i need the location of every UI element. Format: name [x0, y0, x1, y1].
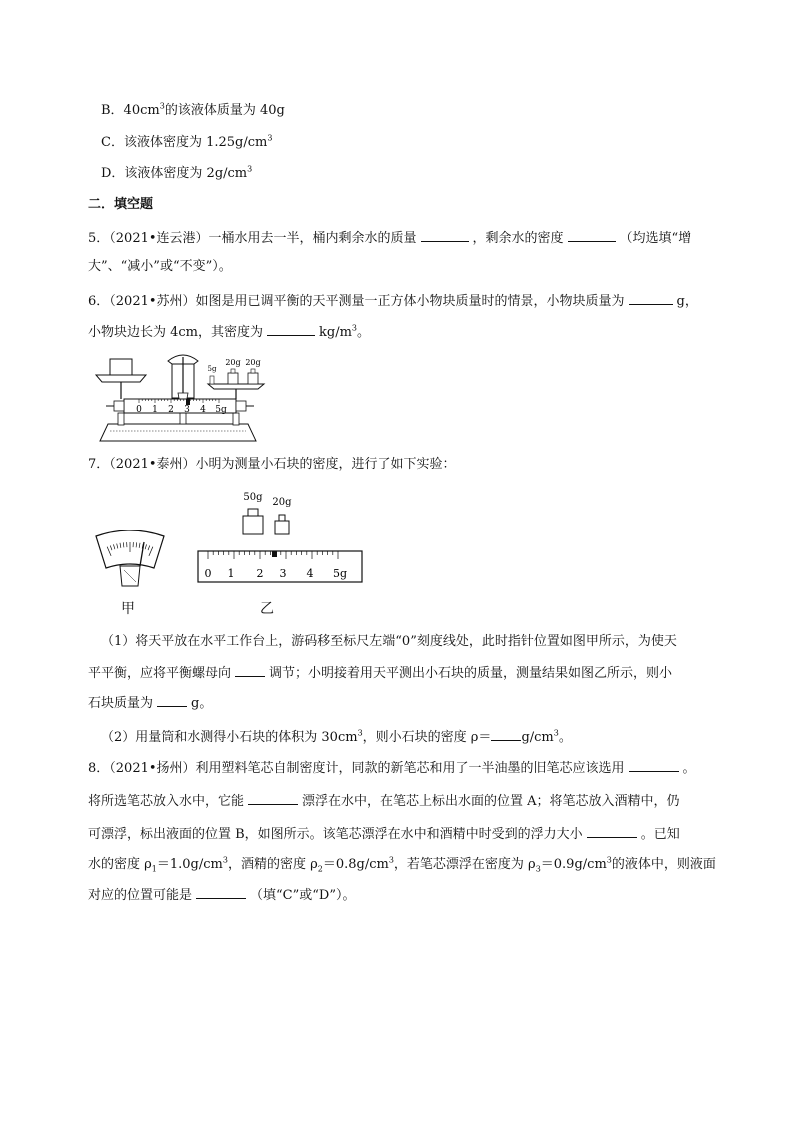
- option-b-sup: 3: [159, 101, 165, 111]
- q8-sub-1: 1: [151, 864, 157, 874]
- q8-sub-3: 3: [535, 864, 541, 874]
- q7-p1-line3: [88, 692, 212, 714]
- q7-weight-50g-label: 50g: [243, 492, 263, 503]
- q7-text-p2c: g/cm: [521, 730, 554, 745]
- option-d: [101, 164, 252, 184]
- q8-line2: [88, 790, 680, 812]
- q5-text-c: （均选填“增: [619, 231, 692, 246]
- q6-line2: [88, 321, 370, 343]
- weight-20g-2: [248, 373, 258, 384]
- q6-scale-2: 2: [168, 405, 174, 415]
- option-d-text: D．该液体密度为 2g/cm: [101, 166, 248, 181]
- q6-text-a: 6．（2021•苏州）如图是用已调平衡的天平测量一正方体小物块质量时的情景，小物块质量为: [88, 294, 625, 309]
- q8-line5: [88, 884, 355, 906]
- q6-scale-4: 4: [200, 405, 206, 415]
- q6-text-2c: 。: [357, 325, 371, 340]
- left-pan: [96, 375, 146, 382]
- q8-text-1a: 8．（2021•扬州）利用塑料笔芯自制密度计，同款的新笔芯和用了一半油墨的旧笔芯应该选用: [88, 761, 625, 776]
- q6-text-2b: kg/m: [319, 325, 352, 340]
- q8-text-4d: ＝0.8g/cm: [322, 857, 389, 872]
- q6-blank-1[interactable]: [629, 290, 673, 305]
- q8-line1: [88, 757, 696, 779]
- q6-text-2a: 小物块边长为 4cm，其密度为: [88, 325, 264, 340]
- option-c-sup: 3: [267, 133, 273, 143]
- q8-text-5b: （填“C”或“D”）。: [250, 888, 356, 903]
- q6-blank-2[interactable]: [267, 321, 315, 336]
- q6-line1: [88, 290, 698, 312]
- option-b-text: B．40cm: [101, 103, 160, 118]
- option-b-text-2: 的该液体质量为 40g: [164, 103, 285, 118]
- q7-p1-line1: （1）将天平放在水平工作台上，游码移至标尺左端“0”刻度线处，此时指针位置如图甲所示，为使天: [101, 634, 677, 649]
- q6-weight-20g-label-1: 20g: [225, 358, 241, 367]
- q8-blank-2[interactable]: [248, 790, 298, 805]
- q8-text-3a: 可漂浮，标出液面的位置 B，如图所示。该笔芯漂浮在水中和酒精中时受到的浮力大小: [88, 827, 583, 842]
- q8-text-4c: ，酒精的密度 ρ: [227, 857, 318, 872]
- q6-sup: 3: [351, 323, 358, 333]
- q7-sup-1: 3: [357, 728, 363, 738]
- q8-blank-4[interactable]: [196, 884, 246, 899]
- q7-rider: [272, 551, 277, 557]
- weight-20g: [275, 521, 289, 534]
- q8-text-4f: ＝0.9g/cm: [540, 857, 607, 872]
- q7-scale-1: 1: [227, 567, 235, 580]
- q7-text-p2b: ，则小石块的密度 ρ＝: [362, 730, 492, 745]
- q8-line3: [88, 823, 680, 845]
- q8-text-4a: 水的密度 ρ: [88, 857, 152, 872]
- q7-scale-4: 4: [306, 567, 314, 580]
- q6-scale-0: 0: [136, 405, 142, 415]
- q7-scale-2: 2: [256, 567, 264, 580]
- q8-text-4e: ，若笔芯漂浮在密度为 ρ: [393, 857, 536, 872]
- q7-weight-20g-label: 20g: [272, 497, 292, 508]
- q8-text-2a: 将所选笔芯放入水中，它能: [88, 794, 245, 809]
- q7-p1-line2: [88, 662, 672, 684]
- q8-text-4g: 的液体中，则液面: [611, 857, 716, 872]
- q6-scale-5g: 5g: [215, 405, 227, 415]
- q6-text-b: g，: [676, 294, 698, 309]
- weight-50g: [243, 516, 263, 534]
- q7-scale-0: 0: [204, 567, 212, 580]
- q7-stem: 7．（2021•泰州）小明为测量小石块的密度，进行了如下实验：: [88, 457, 456, 472]
- q5-blank-1[interactable]: [421, 227, 469, 242]
- section-title: 二．填空题: [88, 197, 154, 212]
- q8-sup-3: 3: [606, 855, 612, 865]
- q7-text-p2a: （2）用量筒和水测得小石块的体积为 30cm: [101, 730, 358, 745]
- q5-text-a: 5．（2021•连云港）一桶水用去一半，桶内剩余水的质量: [88, 231, 417, 246]
- caption-jia: 甲: [121, 601, 135, 617]
- q8-line4: [88, 855, 716, 875]
- q8-sup-2: 3: [388, 855, 394, 865]
- q7-text-p1b2: 调节；小明接着用天平测出小石块的质量，测量结果如图乙所示，则小: [269, 666, 673, 681]
- weight-20g-1: [228, 373, 238, 384]
- q6-scale-1: 1: [152, 405, 158, 415]
- q8-sub-2: 2: [317, 864, 323, 874]
- caption-yi: 乙: [260, 601, 274, 617]
- q6-weight-20g-label-2: 20g: [245, 358, 261, 367]
- q8-blank-1[interactable]: [629, 757, 679, 772]
- dial-figure: [94, 530, 166, 588]
- q7-blank-3[interactable]: [491, 726, 521, 741]
- q7-text-p2d: 。: [558, 730, 572, 745]
- balance-figure: [88, 349, 273, 444]
- option-b: [101, 101, 285, 121]
- q7-sup-2: 3: [553, 728, 559, 738]
- q8-sup-1: 3: [222, 855, 228, 865]
- q7-blank-1[interactable]: [235, 662, 265, 677]
- q8-text-3b: 。已知: [640, 827, 680, 842]
- weight-5g: [210, 376, 214, 384]
- q5-blank-2[interactable]: [568, 227, 616, 242]
- option-d-sup: 3: [247, 164, 253, 174]
- cube-block: [110, 359, 132, 375]
- q5-line1: [88, 227, 691, 249]
- q6-weight-5g-label: 5g: [207, 365, 217, 373]
- q7-p2: [101, 726, 572, 748]
- q7-scale-3: 3: [279, 567, 287, 580]
- q8-blank-3[interactable]: [587, 823, 637, 838]
- q7-scale-5g: 5g: [332, 567, 348, 580]
- q7-text-p1b1: 平平衡，应将平衡螺母向: [88, 666, 232, 681]
- q6-scale-3: 3: [184, 405, 190, 415]
- q8-text-1b: 。: [682, 761, 696, 776]
- q8-text-5a: 对应的位置可能是: [88, 888, 193, 903]
- option-c: [101, 133, 272, 153]
- q5-text-b: ，剩余水的密度: [472, 231, 564, 246]
- q7-text-p1c2: g。: [191, 696, 213, 711]
- q5-line2: 大”、“减小”或“不变”）。: [88, 259, 232, 274]
- scale-figure: [196, 488, 366, 586]
- q7-blank-2[interactable]: [157, 692, 187, 707]
- balance-base: [100, 424, 256, 441]
- q8-text-4b: ＝1.0g/cm: [156, 857, 223, 872]
- right-pan: [208, 384, 264, 389]
- q7-text-p1c1: 石块质量为: [88, 696, 154, 711]
- q8-text-2b: 漂浮在水中，在笔芯上标出水面的位置 A；将笔芯放入酒精中，仍: [302, 794, 680, 809]
- option-c-text: C．该液体密度为 1.25g/cm: [101, 135, 268, 150]
